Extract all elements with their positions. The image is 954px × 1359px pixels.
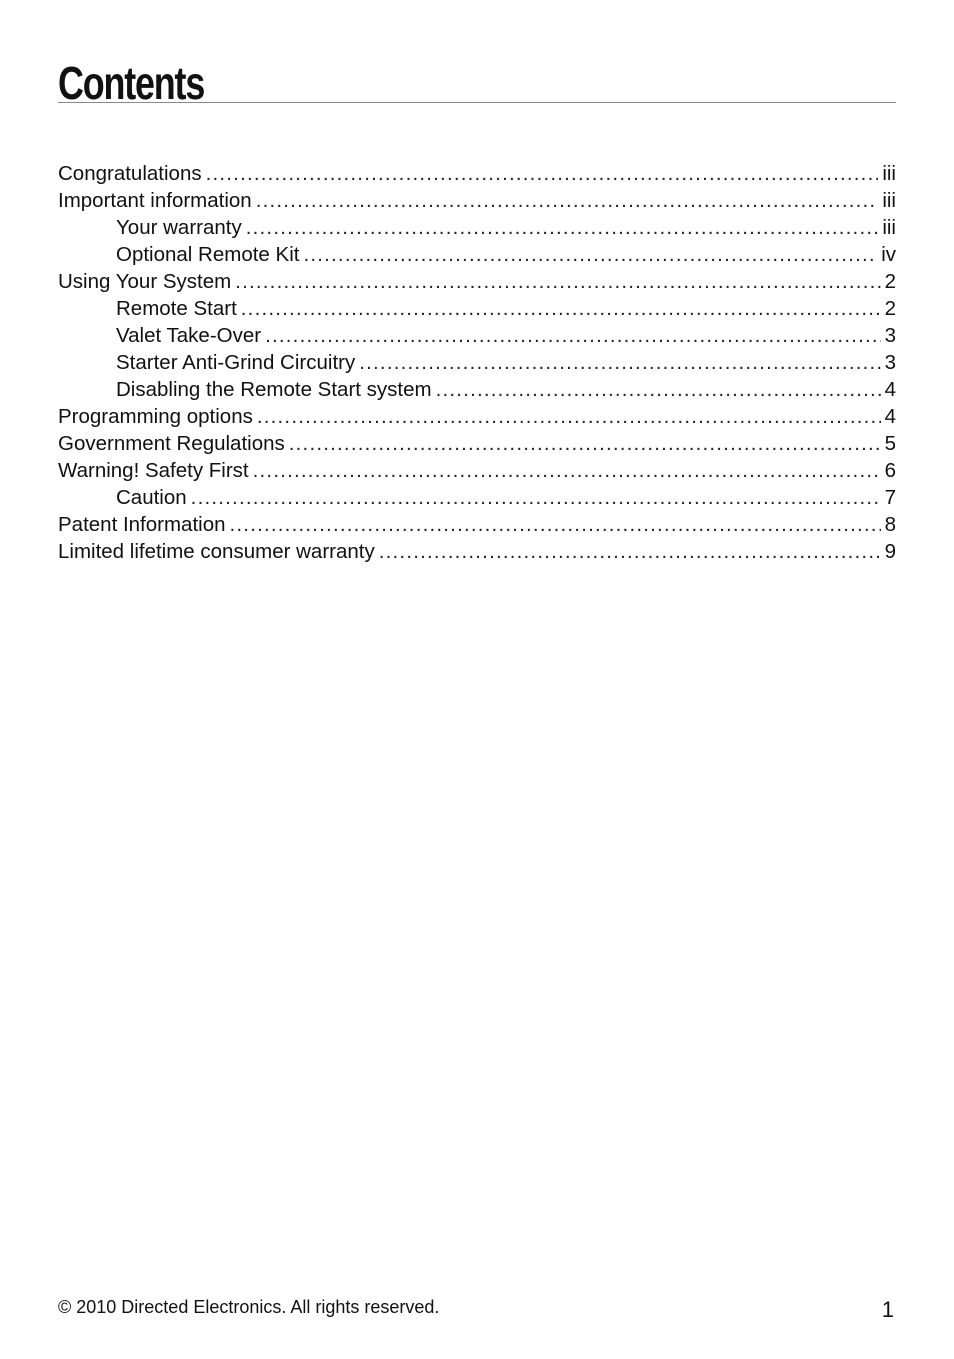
toc-entry-optional-remote-kit[interactable]: [58, 241, 896, 268]
toc-entry-patent-information[interactable]: [58, 511, 896, 538]
toc-entry-page: 2: [884, 297, 896, 320]
page-number: 1: [881, 1297, 894, 1322]
toc-dot-leader: [206, 160, 879, 187]
toc-entry-label: Patent Information: [58, 513, 226, 536]
toc-entry-label: Remote Start: [116, 297, 237, 320]
toc-entry-label: Your warranty: [116, 216, 242, 239]
toc-dot-leader: [265, 322, 881, 349]
toc-entry-caution[interactable]: [58, 484, 896, 511]
toc-entry-label: Disabling the Remote Start system: [116, 378, 432, 401]
toc-dot-leader: [235, 268, 880, 295]
toc-dot-leader: [253, 457, 881, 484]
toc-entry-government-regulations[interactable]: [58, 430, 896, 457]
toc-entry-page: iii: [882, 189, 896, 212]
toc-entry-label: Using Your System: [58, 270, 232, 293]
toc-entry-label: Valet Take-Over: [116, 324, 262, 347]
toc-entry-label: Important information: [58, 189, 252, 212]
toc-dot-leader: [436, 376, 881, 403]
page-heading: [58, 55, 896, 109]
toc-entry-label: Starter Anti-Grind Circuitry: [116, 351, 356, 374]
toc-dot-leader: [230, 511, 881, 538]
toc-entry-label: Warning! Safety First: [58, 459, 249, 482]
toc-entry-page: 5: [884, 432, 896, 455]
toc-entry-page: iii: [882, 216, 896, 239]
toc-entry-remote-start[interactable]: [58, 295, 896, 322]
toc-entry-label: Optional Remote Kit: [116, 243, 300, 266]
toc-entry-page: 7: [884, 486, 896, 509]
toc-entry-page: 2: [884, 270, 896, 293]
toc-entry-page: 4: [884, 405, 896, 428]
toc-entry-page: 4: [884, 378, 896, 401]
toc-dot-leader: [256, 187, 879, 214]
toc-entry-starter-anti-grind[interactable]: [58, 349, 896, 376]
toc-entry-limited-lifetime-warranty[interactable]: [58, 538, 896, 565]
copyright-notice: © 2010 Directed Electronics. All rights reserved.: [58, 1297, 440, 1317]
toc-entry-disabling-remote-start[interactable]: [58, 376, 896, 403]
toc-dot-leader: [191, 484, 881, 511]
toc-entry-label: Limited lifetime consumer warranty: [58, 540, 375, 563]
toc-dot-leader: [359, 349, 880, 376]
toc-dot-leader: [289, 430, 881, 457]
toc-entry-important-information[interactable]: [58, 187, 896, 214]
toc-dot-leader: [246, 214, 879, 241]
toc-entry-page: 3: [884, 324, 896, 347]
toc-entry-label: Programming options: [58, 405, 253, 428]
toc-entry-page: 3: [884, 351, 896, 374]
toc-entry-congratulations[interactable]: [58, 160, 896, 187]
toc-entry-page: 6: [884, 459, 896, 482]
toc-entry-page: 8: [884, 513, 896, 536]
toc-entry-page: iii: [882, 162, 896, 185]
toc-entry-programming-options[interactable]: [58, 403, 896, 430]
toc-entry-using-your-system[interactable]: [58, 268, 896, 295]
toc-dot-leader: [303, 241, 877, 268]
toc-dot-leader: [257, 403, 881, 430]
toc-entry-label: Caution: [116, 486, 187, 509]
toc-dot-leader: [241, 295, 881, 322]
toc-entry-label: Congratulations: [58, 162, 202, 185]
page-title: Contents: [58, 57, 205, 109]
toc-entry-valet-take-over[interactable]: [58, 322, 896, 349]
toc-dot-leader: [379, 538, 881, 565]
toc-entry-page: 9: [884, 540, 896, 563]
toc-entry-your-warranty[interactable]: [58, 214, 896, 241]
toc-entry-page: iv: [881, 243, 896, 266]
table-of-contents: [58, 160, 896, 565]
toc-entry-label: Government Regulations: [58, 432, 285, 455]
toc-entry-warning-safety-first[interactable]: [58, 457, 896, 484]
